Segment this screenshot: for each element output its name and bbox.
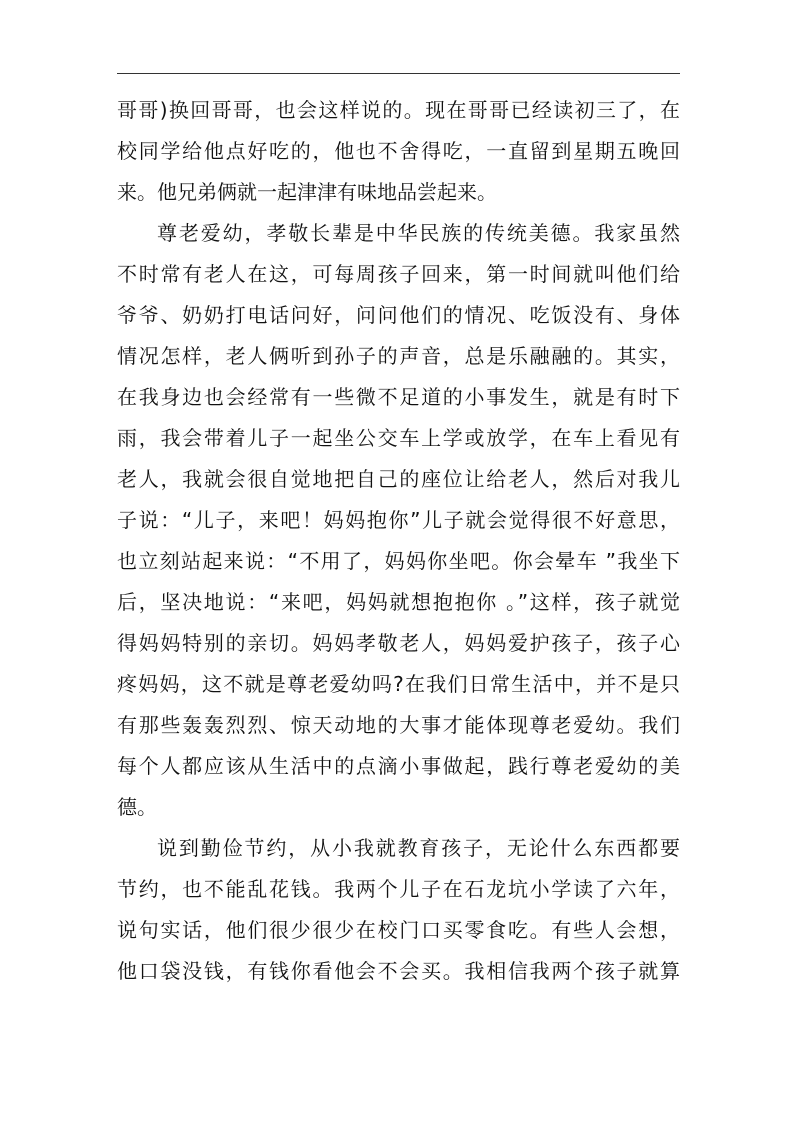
text-line: 不时常有老人在这，可每周孩子回来，第一时间就叫他们给 (117, 262, 680, 286)
text-line: 有那些轰轰烈烈、惊天动地的大事才能体现尊老爱幼。我们 (117, 713, 680, 737)
text-line: 在我身边也会经常有一些微不足道的小事发生，就是有时下 (117, 385, 680, 409)
text-line: 老人，我就会很自觉地把自己的座位让给老人，然后对我儿 (117, 467, 680, 491)
header-rule (117, 73, 680, 74)
text-line: 说句实话，他们很少很少在校门口买零食吃。有些人会想， (117, 918, 680, 942)
body-text (117, 90, 680, 992)
text-line: 子说：“儿子，来吧！妈妈抱你”儿子就会觉得很不好意思， (117, 508, 680, 532)
text-line: 他口袋没钱，有钱你看他会不会买。我相信我两个孩子就算 (117, 959, 680, 983)
text-line: 说到勤俭节约，从小我就教育孩子，无论什么东西都要 (157, 836, 680, 860)
text-line: 节约，也不能乱花钱。我两个儿子在石龙坑小学读了六年， (117, 877, 680, 901)
text-line: 来。他兄弟俩就一起津津有味地品尝起来。 (117, 180, 497, 204)
text-line: 得妈妈特别的亲切。妈妈孝敬老人，妈妈爱护孩子，孩子心 (117, 631, 680, 655)
text-line: 德。 (117, 795, 157, 819)
text-line: 也立刻站起来说：“不用了，妈妈你坐吧。你会晕车 ”我坐下 (117, 549, 680, 573)
text-line: 尊老爱幼，孝敬长辈是中华民族的传统美德。我家虽然 (157, 221, 680, 245)
text-line: 疼妈妈，这不就是尊老爱幼吗?在我们日常生活中，并不是只 (117, 672, 680, 696)
text-line: 雨，我会带着儿子一起坐公交车上学或放学，在车上看见有 (117, 426, 680, 450)
text-line: 每个人都应该从生活中的点滴小事做起，践行尊老爱幼的美 (117, 754, 680, 778)
text-line: 校同学给他点好吃的，他也不舍得吃，一直留到星期五晚回 (117, 139, 680, 163)
text-line: 哥哥)换回哥哥，也会这样说的。现在哥哥已经读初三了，在 (117, 98, 680, 122)
text-line: 后，坚决地说：“来吧，妈妈就想抱抱你 。”这样，孩子就觉 (117, 590, 680, 614)
text-line: 爷爷、奶奶打电话问好，问问他们的情况、吃饭没有、身体 (117, 303, 680, 327)
text-line: 情况怎样，老人俩听到孙子的声音，总是乐融融的。其实， (117, 344, 680, 368)
